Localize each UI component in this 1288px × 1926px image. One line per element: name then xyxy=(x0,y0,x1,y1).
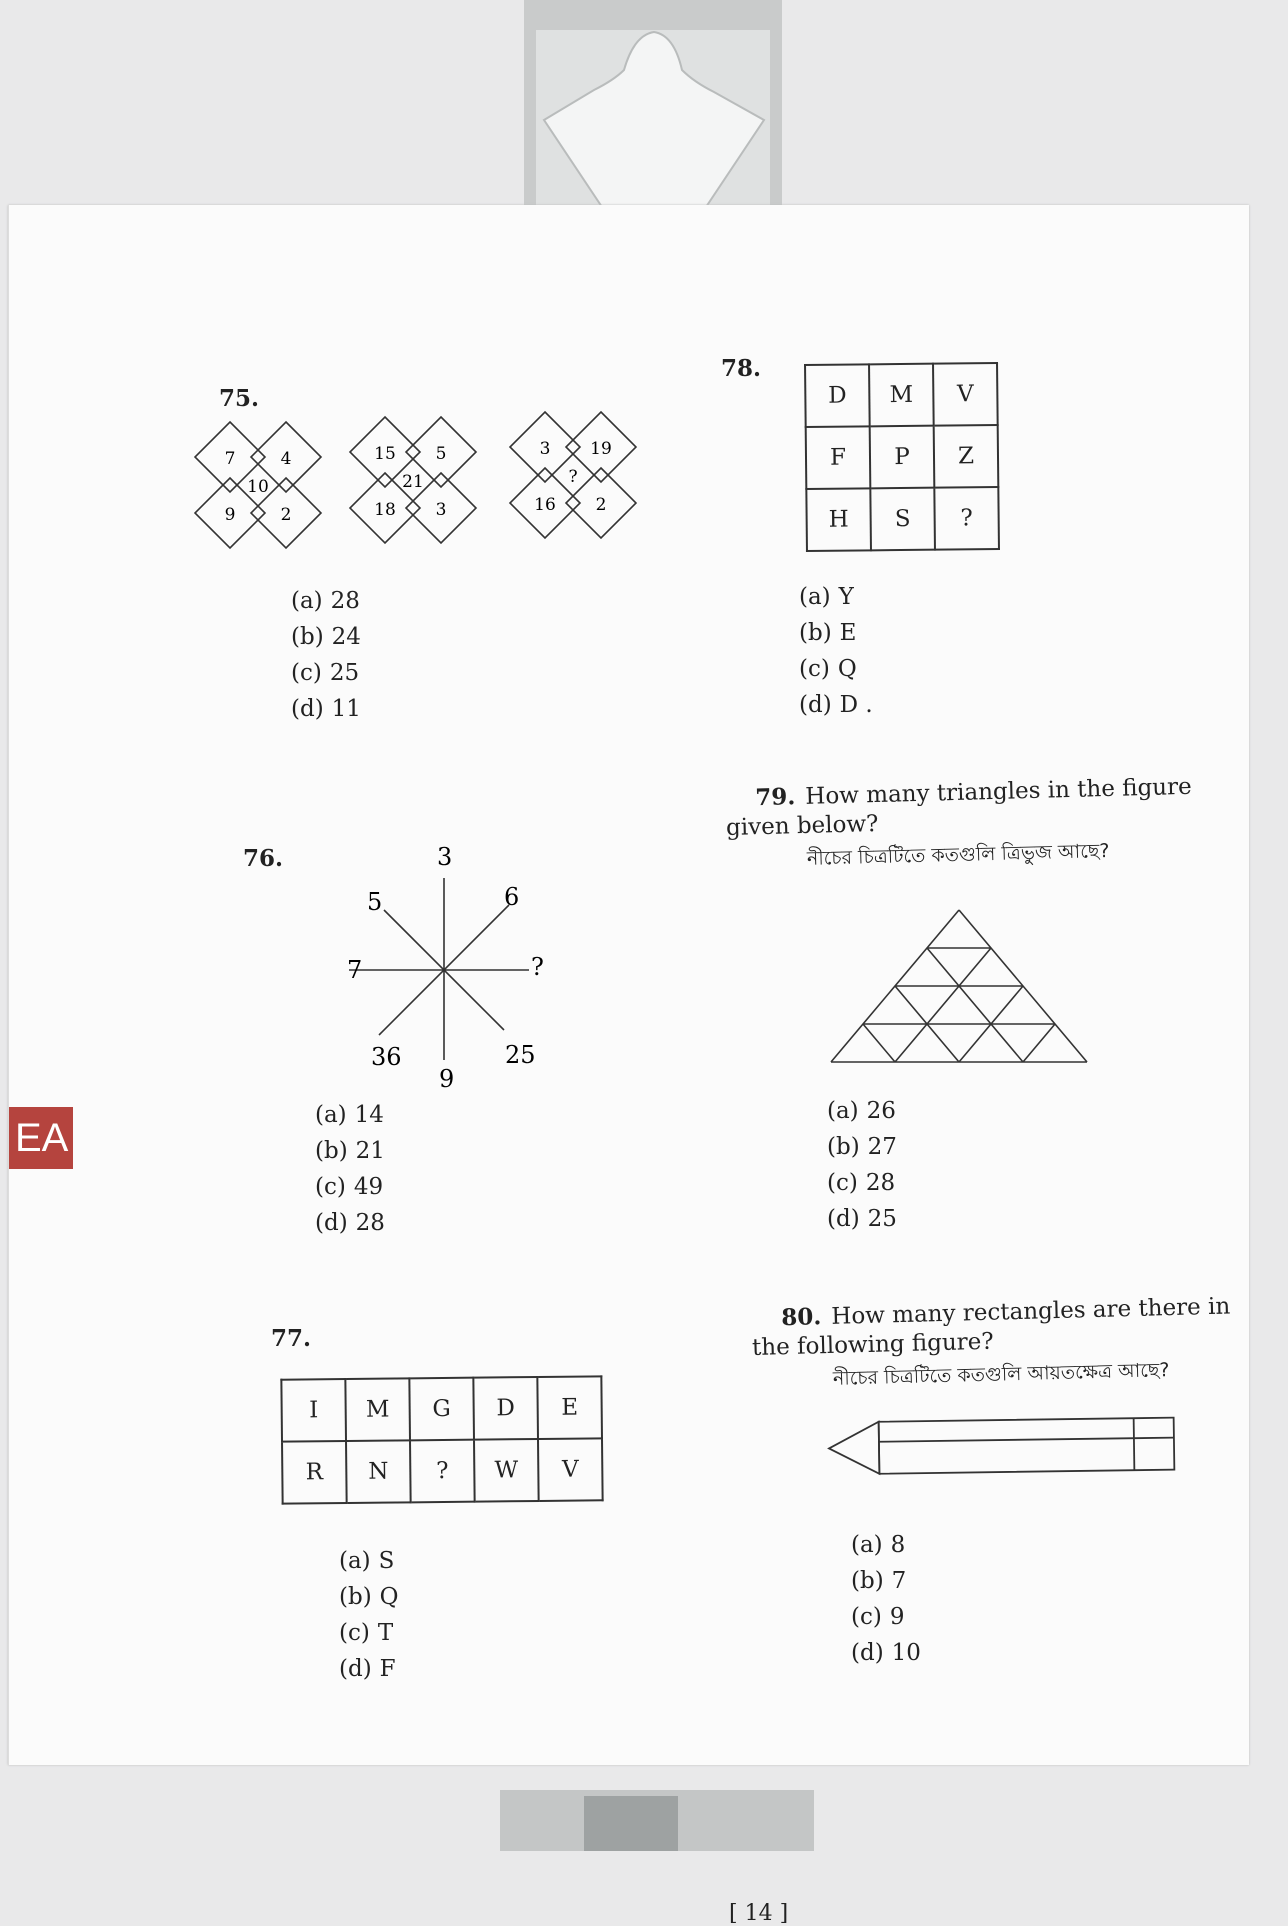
q78-grid-cell: ? xyxy=(934,487,999,550)
q77-grid-cell: G xyxy=(409,1378,474,1441)
q78-grid-cell: V xyxy=(933,363,998,426)
option-label: (c) xyxy=(827,1170,858,1196)
binder-clip-bottom xyxy=(500,1790,814,1851)
q77-letter-grid xyxy=(280,1375,603,1504)
q80-number: 80. xyxy=(780,1303,822,1332)
q76-option xyxy=(315,1205,385,1241)
option-value: 10 xyxy=(891,1640,921,1666)
option-label: (b) xyxy=(827,1134,860,1160)
q75-number: 75. xyxy=(219,385,260,412)
option-value: 28 xyxy=(865,1170,896,1196)
option-label: (b) xyxy=(315,1138,348,1164)
q75-number-bottom-right: 2 xyxy=(280,505,292,525)
option-label: (a) xyxy=(799,584,831,610)
q75-option xyxy=(291,583,361,619)
q75-group-1 xyxy=(195,422,321,548)
option-label: (c) xyxy=(339,1620,370,1646)
option-label: (c) xyxy=(291,660,322,686)
option-value: 27 xyxy=(867,1134,897,1160)
q79-options xyxy=(827,1093,897,1237)
option-label: (d) xyxy=(339,1656,372,1682)
q78-grid-cell: P xyxy=(870,426,935,489)
option-label: (c) xyxy=(315,1174,346,1200)
option-label: (a) xyxy=(851,1532,883,1558)
q80-pencil-figure xyxy=(824,1400,1184,1490)
q75-option xyxy=(291,655,361,691)
q75-number-right: 4 xyxy=(280,449,292,469)
q78-option xyxy=(799,651,873,687)
option-label: (c) xyxy=(851,1604,882,1630)
q77-grid-cell: D xyxy=(473,1377,538,1440)
option-value: E xyxy=(839,620,857,646)
q75-option xyxy=(291,691,361,727)
q76-label-top-right: 6 xyxy=(504,883,520,911)
q78-option xyxy=(799,579,873,615)
q75-number-center: ? xyxy=(568,467,578,487)
q75-number-bottom-left: 16 xyxy=(534,495,556,515)
q79-option xyxy=(827,1129,897,1165)
binder-clip-top xyxy=(524,0,782,210)
q80-option xyxy=(851,1599,921,1635)
q76-label-top-left: 5 xyxy=(367,888,383,916)
option-value: 21 xyxy=(355,1138,385,1164)
q76-label-left: 7 xyxy=(347,956,363,984)
q80-options xyxy=(851,1527,921,1671)
option-value: T xyxy=(377,1620,394,1646)
option-label: (c) xyxy=(799,656,830,682)
option-value: D . xyxy=(839,692,873,718)
exam-page xyxy=(8,205,1249,1926)
q78-grid-cell: D xyxy=(805,364,870,427)
option-value: 25 xyxy=(329,660,360,686)
q79-option xyxy=(827,1093,897,1129)
q75-number-center: 10 xyxy=(247,477,269,497)
option-label: (b) xyxy=(339,1584,372,1610)
option-label: (b) xyxy=(851,1568,884,1594)
option-label: (d) xyxy=(799,692,832,718)
side-tab-label: EA xyxy=(15,1116,69,1160)
q77-grid-cell: I xyxy=(281,1379,346,1442)
page-number: [ 14 ] xyxy=(729,1901,789,1926)
q79-triangle-edge xyxy=(863,1024,895,1062)
q76-label-top: 3 xyxy=(437,843,453,871)
q80-option xyxy=(851,1527,921,1563)
option-label: (a) xyxy=(315,1102,347,1128)
q77-number: 77. xyxy=(271,1325,312,1352)
option-label: (d) xyxy=(851,1640,884,1666)
q76-option xyxy=(315,1097,385,1133)
q75-number-center: 21 xyxy=(402,472,424,492)
q79-text: How many triangles in the figure given below? xyxy=(725,773,1192,841)
q75-option xyxy=(291,619,361,655)
option-label: (a) xyxy=(827,1098,859,1124)
q77-grid-cell: ? xyxy=(410,1440,475,1503)
option-value: S xyxy=(378,1548,395,1574)
q75-figure xyxy=(194,405,674,555)
q75-number-bottom-left: 9 xyxy=(224,505,236,525)
q75-number-bottom-left: 18 xyxy=(374,500,396,520)
option-value: 24 xyxy=(331,624,361,650)
q79-triangle-edge xyxy=(895,948,991,1062)
q75-group-3 xyxy=(510,412,636,538)
option-value: F xyxy=(379,1656,396,1682)
q76-option xyxy=(315,1133,385,1169)
option-value: 25 xyxy=(867,1206,897,1232)
q78-number: 78. xyxy=(721,355,762,382)
q77-options xyxy=(339,1543,399,1687)
option-label: (d) xyxy=(315,1210,348,1236)
option-value: 8 xyxy=(890,1532,906,1558)
option-label: (d) xyxy=(827,1206,860,1232)
q79-number: 79. xyxy=(754,783,796,812)
q80-option xyxy=(851,1563,921,1599)
q80-question xyxy=(751,1292,1233,1398)
q76-label-bottom-left: 36 xyxy=(371,1043,402,1071)
q78-grid-cell: H xyxy=(806,488,871,551)
q76-options xyxy=(315,1097,385,1241)
q77-option xyxy=(339,1543,399,1579)
q80-text: How many rectangles are there in the following figure? xyxy=(751,1293,1231,1361)
q77-grid-cell: M xyxy=(345,1378,410,1441)
q78-grid-cell: F xyxy=(806,426,871,489)
option-value: Y xyxy=(838,584,854,610)
q75-number-bottom-right: 3 xyxy=(435,500,447,520)
option-label: (d) xyxy=(291,696,324,722)
q79-triangle-figure xyxy=(829,900,1109,1070)
q76-label-bottom: 9 xyxy=(439,1065,455,1093)
side-tab xyxy=(9,1107,73,1169)
q76-option xyxy=(315,1169,385,1205)
q75-group-2 xyxy=(350,417,476,543)
q78-grid-cell: Z xyxy=(934,425,999,488)
q79-option xyxy=(827,1201,897,1237)
q78-grid-cell: M xyxy=(869,364,934,427)
q80-bengali: নীচের চিত্রটিতে কতগুলি আয়তক্ষেত্র আছে? xyxy=(832,1358,1170,1390)
q77-option xyxy=(339,1579,399,1615)
clip-shape-icon xyxy=(524,0,782,210)
q75-number-top: 3 xyxy=(539,439,551,459)
q77-grid-cell: E xyxy=(537,1376,602,1439)
option-value: 11 xyxy=(331,696,361,722)
q79-bengali: নীচের চিত্রটিতে কতগুলি ত্রিভুজ আছে? xyxy=(806,839,1110,870)
q79-option xyxy=(827,1165,897,1201)
q75-number-top: 7 xyxy=(224,449,236,469)
q78-letter-grid xyxy=(804,362,1000,552)
q77-grid-cell: W xyxy=(474,1439,539,1502)
q80-option xyxy=(851,1635,921,1671)
q77-option xyxy=(339,1615,399,1651)
option-label: (b) xyxy=(799,620,832,646)
q77-option xyxy=(339,1651,399,1687)
q75-number-top: 15 xyxy=(374,444,396,464)
q78-option xyxy=(799,687,873,723)
q75-number-right: 5 xyxy=(435,444,447,464)
q76-label-right: ? xyxy=(531,953,544,981)
option-value: 9 xyxy=(889,1604,905,1630)
q76-figure xyxy=(309,835,609,1125)
q75-options xyxy=(291,583,361,727)
option-value: 26 xyxy=(866,1098,896,1124)
option-label: (a) xyxy=(339,1548,371,1574)
q79-question xyxy=(725,773,1197,879)
option-value: 14 xyxy=(354,1102,384,1128)
option-value: Q xyxy=(379,1584,399,1610)
q79-triangle-edge xyxy=(927,948,1023,1062)
q76-number: 76. xyxy=(243,845,284,872)
q77-grid-cell: N xyxy=(346,1440,411,1503)
q77-grid-cell: V xyxy=(538,1438,603,1501)
option-value: 28 xyxy=(330,588,360,614)
option-label: (b) xyxy=(291,624,324,650)
q77-grid-cell: R xyxy=(282,1441,347,1504)
q78-grid-cell: S xyxy=(870,488,935,551)
q76-label-bottom-right: 25 xyxy=(505,1041,536,1069)
option-value: 7 xyxy=(891,1568,907,1594)
q78-options xyxy=(799,579,873,723)
option-label: (a) xyxy=(291,588,323,614)
q79-triangle-edge xyxy=(1023,1024,1055,1062)
option-value: 49 xyxy=(353,1174,384,1200)
q75-number-right: 19 xyxy=(590,439,612,459)
q75-number-bottom-right: 2 xyxy=(595,495,607,515)
option-value: 28 xyxy=(355,1210,385,1236)
option-value: Q xyxy=(837,656,857,682)
q78-option xyxy=(799,615,873,651)
